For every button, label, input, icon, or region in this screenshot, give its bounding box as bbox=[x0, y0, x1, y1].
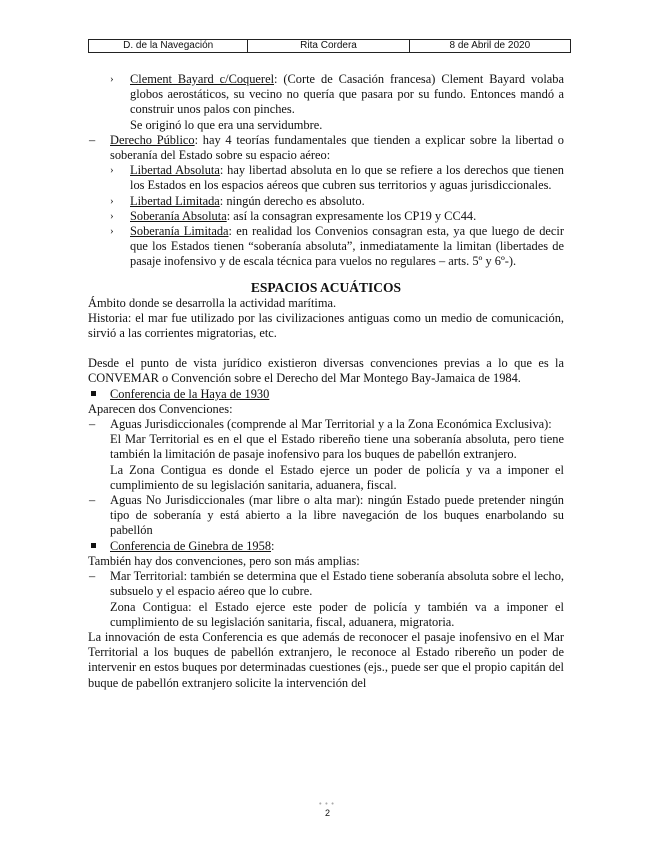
footer-dots: ••• bbox=[318, 800, 337, 808]
header-author: Rita Cordera bbox=[248, 40, 409, 52]
term-derecho-publico: Derecho Público bbox=[110, 132, 195, 147]
arrow-bullet-icon: › bbox=[110, 225, 114, 238]
dash-bullet-icon: – bbox=[89, 493, 96, 508]
ginebra-heading-colon: : bbox=[271, 538, 275, 553]
list-item-mar-territorial-2 bbox=[88, 569, 564, 599]
list-item-soberania-absoluta bbox=[88, 209, 564, 224]
arrow-bullet-icon: › bbox=[110, 73, 114, 85]
mar-territorial-2-text: Mar Territorial: también se determina que el Estado tiene soberanía absoluta sobre el lecho, subsuelo y el espacio aéreo que lo cubre. bbox=[110, 569, 564, 599]
header-date: 8 de Abril de 2020 bbox=[449, 40, 531, 51]
clement-bayard-text: : (Corte de Casación francesa) Clement Bayard volaba globos aerostáticos, su vecino no quería que pasara por su fundo. Entonces mandó a construir unos palos con pinches. bbox=[130, 72, 564, 117]
square-bullet-icon bbox=[91, 543, 96, 548]
paragraph-ambito: Ámbito donde se desarrolla la actividad marítima. bbox=[88, 295, 337, 310]
dash-bullet-icon: – bbox=[89, 569, 96, 584]
page-number: 2 bbox=[324, 808, 330, 818]
aguas-no-jurisdiccionales-text: Aguas No Jurisdiccionales (mar libre o alta mar): ningún Estado puede pretender ningún tipo de soberanía y está abierto a la libre navegación de los buques enarbolando su pabellón bbox=[110, 493, 564, 538]
aguas-jurisdiccionales-text: Aguas Jurisdiccionales (comprende al Mar Territorial y a la Zona Económica Exclusiva): bbox=[110, 417, 552, 432]
libertad-absoluta-text: : hay libertad absoluta en lo que se refiere a los derechos que tienen los Estados en los espacios aéreos que cubren sus territorios y aguas jurisdiccionales. bbox=[130, 163, 565, 193]
term-soberania-limitada: Soberanía Limitada bbox=[130, 224, 229, 239]
ginebra-heading-text: Conferencia de Ginebra de 1958 bbox=[110, 538, 272, 553]
dash-bullet-icon: – bbox=[89, 417, 96, 432]
arrow-bullet-icon: › bbox=[110, 164, 114, 177]
soberania-limitada-text: : en realidad los Convenios consagran esta, ya que luego de decir que los Estados tienen “soberanía absoluta”, inmediatamente la limitan (libertades de pasaje inofensivo y de escala técnica para vuelos no regulares – arts. 5º y 6º-). bbox=[130, 224, 564, 269]
derecho-publico-text: : hay 4 teorías fundamentales que tienden a explicar sobre la libertad o soberanía del Estado sobre su espacio aéreo: bbox=[110, 132, 564, 163]
arrow-bullet-icon: › bbox=[110, 194, 114, 207]
paragraph-mar-territorial-1: El Mar Territorial es en el que el Estado ribereño tiene una soberanía absoluta, pero tiene también la limitación de pasaje inofensivo para los buques de pabellón extranjero. bbox=[110, 432, 564, 462]
list-item-derecho-publico bbox=[88, 133, 564, 163]
term-soberania-absoluta: Soberanía Absoluta bbox=[130, 208, 227, 223]
heading-conferencia-haya bbox=[88, 387, 564, 402]
haya-heading-text: Conferencia de la Haya de 1930 bbox=[110, 386, 270, 401]
header-course: D. de la Navegación bbox=[89, 40, 248, 52]
dash-bullet-icon: – bbox=[89, 132, 96, 147]
arrow-bullet-icon: › bbox=[110, 209, 114, 222]
term-libertad-limitada: Libertad Limitada bbox=[130, 193, 220, 208]
list-item-aguas-no-jurisdiccionales bbox=[88, 493, 564, 539]
section-title: ESPACIOS ACUÁTICOS bbox=[250, 279, 402, 295]
libertad-limitada-text: : ningún derecho es absoluto. bbox=[219, 193, 365, 208]
list-item-aguas-jurisdiccionales bbox=[88, 417, 564, 432]
list-item-clement-bayard bbox=[88, 72, 564, 118]
square-bullet-icon bbox=[91, 391, 96, 396]
clement-bayard-line2: Se originó lo que era una servidumbre. bbox=[130, 117, 323, 132]
paragraph-historia: Historia: el mar fue utilizado por las civilizaciones antiguas como un medio de comunicación, sirvió a las corrientes migratorias, etc. bbox=[88, 310, 564, 341]
term-libertad-absoluta: Libertad Absoluta bbox=[130, 163, 220, 178]
clement-bayard-continuation bbox=[88, 118, 564, 133]
paragraph-zona-contigua-1: La Zona Contigua es donde el Estado ejerce un poder de policía y va a imponer el cumplimiento de su legislación sanitaria, aduanera, fiscal. bbox=[110, 462, 564, 492]
heading-conferencia-ginebra bbox=[88, 539, 564, 554]
paragraph-tambien: También hay dos convenciones, pero son más amplias: bbox=[88, 553, 360, 568]
term-clement-bayard: Clement Bayard c/Coquerel bbox=[130, 72, 275, 86]
paragraph-innovacion: La innovación de esta Conferencia es que además de reconocer el pasaje inofensivo en el Mar Territorial a los buques de pabellón extranjero, le reconoce al Estado ribereño un poder de intervenir en estos buques por determinadas cuestiones (ejs., puede ser que el propio capitán del buque de pabellón extranjero solicite la intervención del bbox=[88, 629, 564, 690]
blank-line bbox=[88, 341, 564, 356]
list-item-soberania-limitada bbox=[88, 224, 564, 270]
soberania-absoluta-text: : así la consagran expresamente los CP19 y CC44. bbox=[226, 208, 477, 223]
paragraph-desde: Desde el punto de vista jurídico existieron diversas convenciones previas a lo que es la CONVEMAR o Convención sobre el Derecho del Mar Montego Bay-Jamaica de 1984. bbox=[88, 356, 564, 386]
list-item-libertad-limitada bbox=[88, 194, 564, 209]
paragraph-aparecen: Aparecen dos Convenciones: bbox=[88, 401, 233, 416]
paragraph-zona-contigua-2: Zona Contigua: el Estado ejerce este poder de policía y también va a imponer el cumplimiento de su legislación sanitaria, fiscal, aduanera, migratoria. bbox=[110, 599, 564, 629]
page-header bbox=[88, 39, 571, 53]
list-item-libertad-absoluta bbox=[88, 163, 564, 193]
page-footer bbox=[0, 800, 655, 818]
document-body bbox=[88, 72, 564, 691]
